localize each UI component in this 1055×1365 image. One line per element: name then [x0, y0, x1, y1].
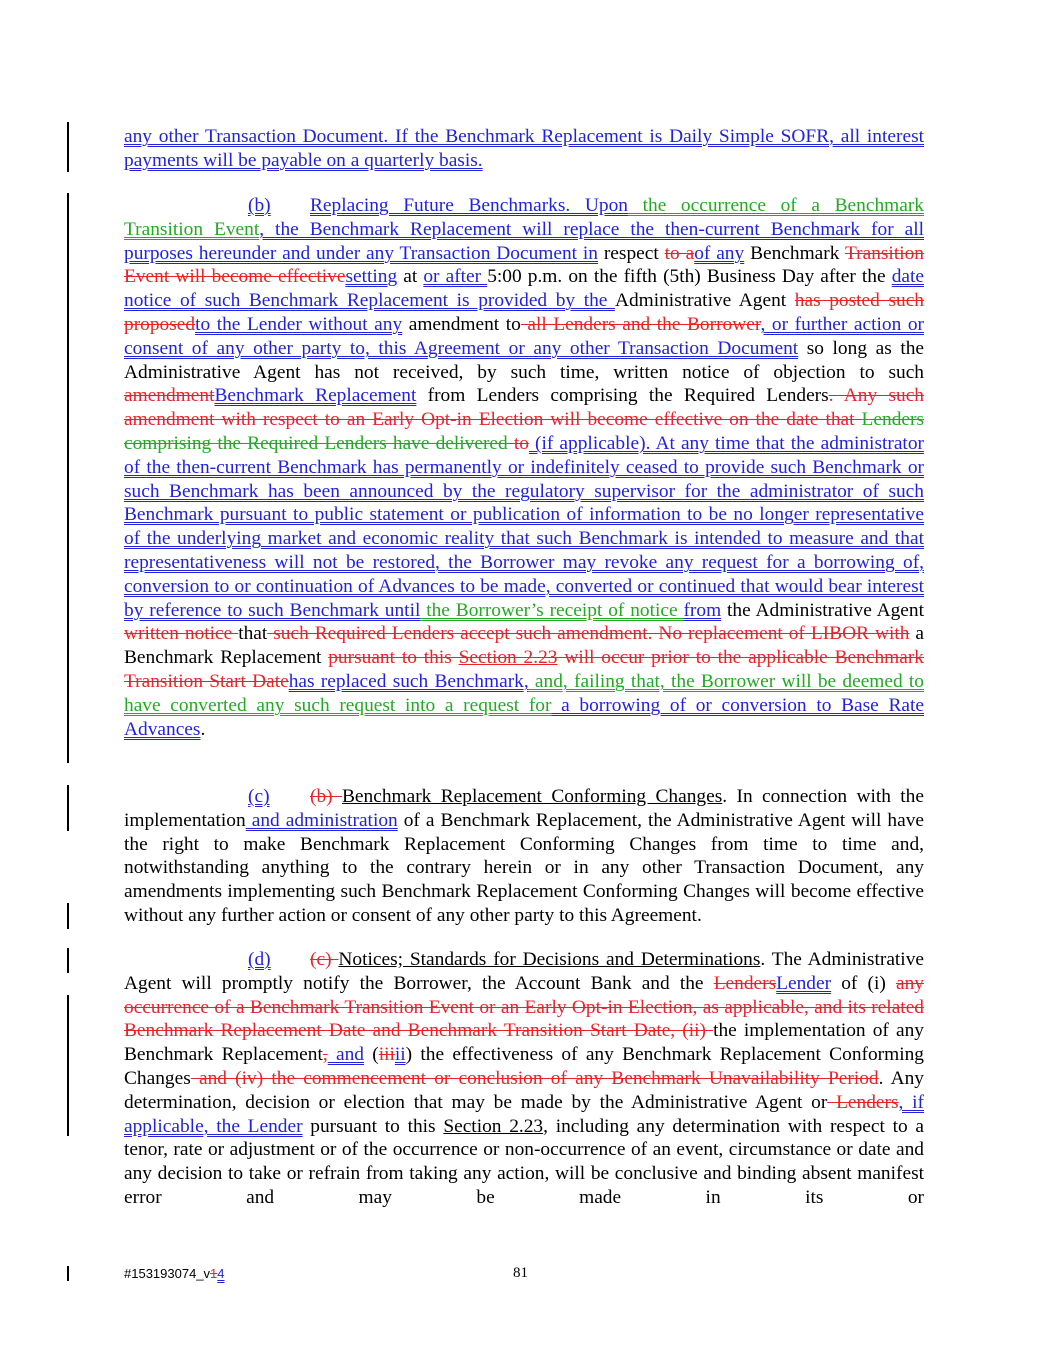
text-run-plain: . The Administrative Agent will promptly notify the Borrower, the Account Bank and the	[124, 949, 924, 994]
paragraph-b-replacing-future-benchmarks	[124, 194, 924, 741]
text-run-plain: pursuant to this	[302, 1115, 444, 1137]
change-bar	[67, 122, 69, 172]
text-run-del: all Lenders and the Borrower	[520, 313, 761, 335]
text-run-ins: has replaced such Benchmark,	[288, 670, 529, 692]
text-run-plain: the implementation of any Benchmark Replacement	[124, 1020, 924, 1066]
text-run-ins: Benchmark Replacement	[214, 385, 417, 407]
section-label: (b)	[248, 195, 271, 216]
text-run-del: written notice	[124, 623, 239, 645]
text-run-ins: , the Benchmark Replacement will replace the then-current Benchmark for all purposes hereunder and under any Transaction Document in	[124, 218, 924, 264]
change-bar	[67, 948, 69, 973]
change-bar	[67, 785, 69, 831]
section-label-cell	[248, 785, 310, 809]
text-run-plain: Administrative Agent	[614, 290, 795, 312]
text-run-ins: , if applicable, the Lender	[124, 1091, 924, 1137]
text-run-ins: date notice of such Benchmark Replacement is provided by the	[124, 266, 924, 312]
text-run-del: will occur prior to the applicable Benchmark Transition Start Date	[124, 647, 924, 692]
text-run-ins: any other Transaction Document. If the Benchmark Replacement is Daily Simple SOFR, all interest payments will be payable on a quarterly basis.	[124, 126, 924, 171]
change-bar	[67, 903, 69, 929]
text-run-del: to	[507, 432, 529, 454]
text-run-plain: respect	[597, 242, 665, 264]
section-label: (c)	[248, 786, 270, 807]
text-run-plain: at	[397, 266, 424, 288]
section-label-cell	[248, 948, 310, 972]
text-run-plain: , including any determination with respect to a tenor, rate or adjustment or of the occurrence or non-occurrence of an event, circumstance or date and any decision to take or refrain from taking any action, will be conclusive and binding absent manifest error and may be made in its or	[124, 1115, 924, 1208]
text-run-u: Section 2.23	[443, 1115, 544, 1137]
text-run-del: to a	[664, 242, 695, 264]
text-run-del: iii	[378, 1044, 395, 1066]
text-run-plain: that	[238, 623, 268, 645]
text-run-plain: Benchmark	[744, 242, 845, 264]
paragraph-c-conforming-changes	[124, 785, 924, 928]
text-run-mov: the Borrower’s receipt of notice	[420, 599, 684, 621]
text-run-ins: or after	[423, 266, 488, 288]
text-run-ins: of any	[694, 242, 745, 264]
text-run-del: pursuant to this	[328, 647, 459, 669]
text-run-ins: (if applicable). At any time that the administrator of the then-current Benchmark has permanently or indefinitely ceased to provide such Benchmark or such Benchmark has been announced by the regulatory supervisor for the administrator of such Benchmark pursuant to public statement or publication of information to be no longer representative of the underlying market and economic reality that such Benchmark is intended to measure and that representativeness will not be restored, the Borrower may revoke any request for a borrowing of, conversion to or continuation of Advances to be made, converted or continued that would bear interest by reference to such Benchmark until	[124, 432, 924, 621]
text-run-plain: . In connection with the implementation	[124, 786, 924, 831]
text-run-plain: .	[200, 718, 206, 740]
text-run-ins: a borrowing of or conversion to Base Rate Advances	[124, 694, 924, 740]
text-run-ins: Lender	[776, 972, 832, 994]
text-run-del: Lenders	[713, 972, 777, 994]
text-run-ins: , or further action or consent of any other party to, this Agreement or any other Transaction Document	[124, 313, 924, 359]
text-run-del: such Required Lenders accept such amendment. No replacement of LIBOR with	[267, 623, 910, 645]
text-run-del: (b)	[310, 786, 342, 807]
text-run-movdel: Lenders comprising the Required Lenders have delivered	[124, 409, 924, 454]
section-label-cell	[248, 194, 310, 218]
text-run-ins: to the Lender without any	[195, 313, 403, 335]
text-run-plain: of a Benchmark Replacement, the Administrative Agent will have the right to make Benchmark Replacement Conforming Changes from time to time and, notwithstanding anything to the contrary herein or in any other Transaction Document, any amendments implementing such Benchmark Replacement Conforming Changes will become effective without any further action or consent of any other party to this Agreement.	[124, 809, 924, 926]
section-label: (d)	[248, 949, 271, 970]
text-run-plain: 5:00 p.m. on the fifth (5th) Business Day after the	[487, 266, 892, 288]
text-run-del: any occurrence of a Benchmark Transition Event or an Early Opt-in Election, as applicable, and its related Benchmark Replacement Date and Benchmark Transition Start Date, (ii)	[124, 972, 924, 1042]
text-run-ins: and	[327, 1044, 364, 1066]
paragraph-d-notices	[124, 948, 924, 1210]
doc-id: #153193074_v	[124, 1266, 211, 1281]
version-inserted: 4	[217, 1266, 225, 1281]
text-run-plain: (	[363, 1044, 379, 1066]
text-run-ins: ii	[394, 1044, 406, 1066]
text-run-u: Benchmark Replacement Conforming Changes	[341, 786, 723, 807]
text-run-del: . Any such amendment with respect to an Early Opt-in Election will become effective on the date that	[124, 385, 924, 431]
text-run-ins: and administration	[245, 809, 398, 831]
text-run-del: ,	[322, 1044, 328, 1066]
text-run-ins: setting	[345, 266, 398, 288]
paragraph-continued	[124, 125, 924, 173]
text-run-del: (c)	[310, 949, 339, 970]
text-run-del: and (iv) the commencement or conclusion of any Benchmark Unavailability Period	[190, 1067, 879, 1089]
text-run-plain: so long as the Administrative Agent has not received, by such time, written notice of objection to such	[124, 337, 925, 383]
change-bar	[67, 1266, 69, 1281]
text-run-plain: ) the effectiveness of any Benchmark Replacement Conforming Changes	[124, 1044, 924, 1089]
text-run-plain: amendment to	[402, 313, 521, 335]
text-run-u: Notices; Standards for Decisions and Determinations	[338, 949, 761, 970]
text-run-plain: a Benchmark Replacement	[124, 623, 924, 669]
text-run-ins: from	[683, 599, 722, 621]
change-bar	[67, 193, 69, 763]
footer-doc-id	[124, 1266, 225, 1281]
text-run-plain: from Lenders comprising the Required Lenders	[416, 385, 829, 407]
text-run-delu: Section 2.23	[458, 647, 558, 669]
text-run-plain: the Administrative Agent	[721, 599, 924, 621]
text-run-del: Transition Event will become effective	[124, 242, 924, 288]
text-run-del: has posted such proposed	[124, 290, 924, 335]
text-run-ins: Replacing Future Benchmarks. Upon	[310, 195, 628, 216]
version-deleted: 1	[210, 1266, 218, 1281]
text-run-del: amendment	[124, 385, 215, 407]
text-run-plain: . Any determination, decision or election that may be made by the Administrative Agent or	[124, 1067, 924, 1113]
text-run-mov: and, failing that, the Borrower will be deemed to have converted any such request into a request for	[124, 670, 924, 716]
page-number: 81	[513, 1265, 528, 1281]
text-run-mov: the occurrence of a Benchmark Transition Event	[124, 195, 924, 240]
text-run-del: Lenders	[827, 1091, 899, 1113]
text-run-plain: of (i)	[831, 972, 896, 994]
change-bar	[67, 995, 69, 1136]
